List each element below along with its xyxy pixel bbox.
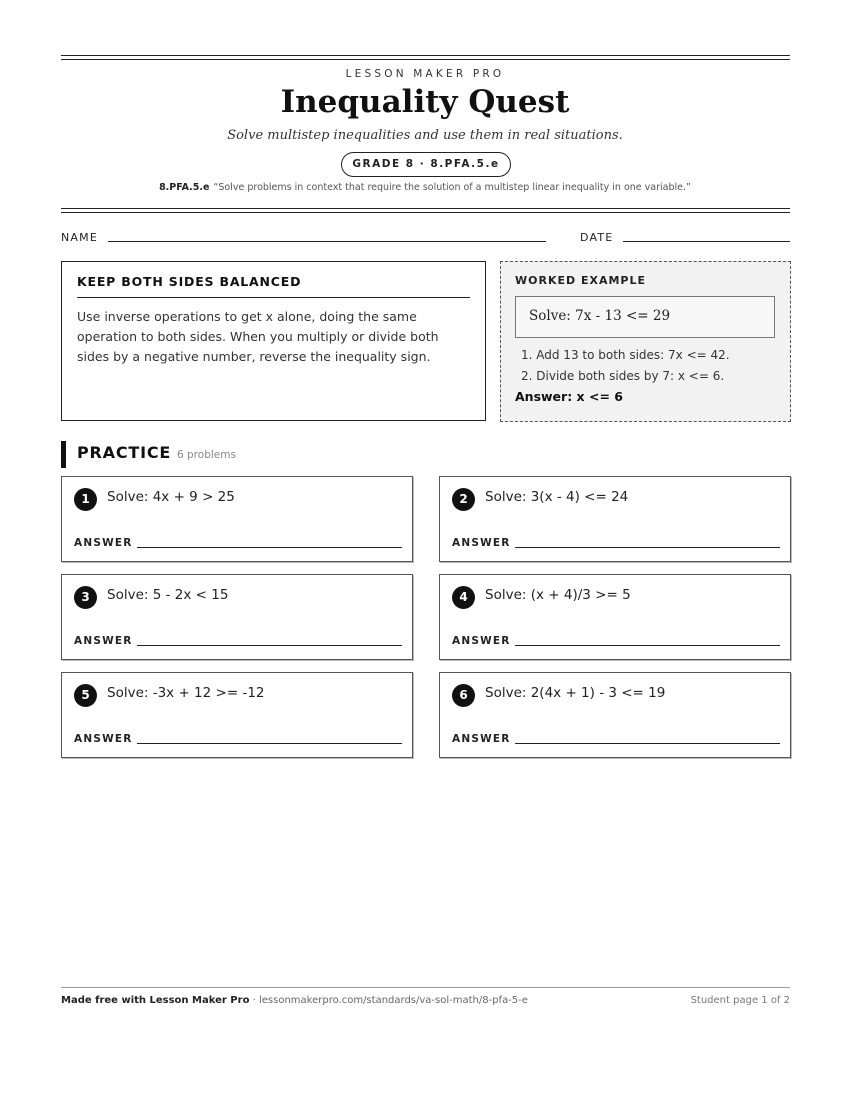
practice-accent-bar: [61, 441, 66, 468]
name-label: NAME: [61, 231, 98, 244]
problem-card: [61, 476, 413, 562]
page-subtitle: Solve multistep inequalities and use them in real situations.: [227, 128, 623, 143]
problem-number: 1: [74, 488, 97, 511]
answer-field[interactable]: [515, 743, 780, 744]
problem-prompt: Solve: 4x + 9 > 25: [107, 489, 235, 505]
footer-made-with: Made free with Lesson Maker Pro: [61, 995, 250, 1006]
problem-number: 2: [452, 488, 475, 511]
footer-rule: [61, 987, 790, 988]
footer-credit: [61, 995, 528, 1006]
standard-code: 8.PFA.5.e: [159, 182, 210, 193]
problem-card: [439, 574, 791, 660]
page-title: Inequality Quest: [280, 84, 570, 120]
standard-description: [0, 182, 850, 193]
problem-prompt: Solve: (x + 4)/3 >= 5: [485, 587, 631, 603]
worked-example-step: 2. Divide both sides by 7: x <= 6.: [521, 369, 725, 383]
footer-url[interactable]: · lessonmakerpro.com/standards/va-sol-math/8-pfa-5-e: [249, 995, 528, 1006]
problem-number: 4: [452, 586, 475, 609]
header-bottom-rule: [61, 208, 790, 213]
answer-label: ANSWER: [74, 537, 133, 549]
answer-field[interactable]: [137, 743, 402, 744]
problem-card: [439, 476, 791, 562]
worked-example-steps: [515, 345, 776, 387]
concept-panel: [61, 261, 486, 421]
concept-heading: KEEP BOTH SIDES BALANCED: [77, 274, 470, 298]
answer-field[interactable]: [137, 547, 402, 548]
answer-label: ANSWER: [452, 733, 511, 745]
problem-prompt: Solve: 2(4x + 1) - 3 <= 19: [485, 685, 666, 701]
header-top-rule: [61, 55, 790, 60]
problem-card: [61, 672, 413, 758]
worked-example-answer: Answer: x <= 6: [515, 389, 623, 404]
answer-label: ANSWER: [74, 635, 133, 647]
date-field[interactable]: [623, 241, 790, 242]
answer-field[interactable]: [137, 645, 402, 646]
grade-badge: GRADE 8 · 8.PFA.5.e: [341, 152, 511, 177]
brand-name: LESSON MAKER PRO: [345, 68, 505, 80]
footer-page-number: Student page 1 of 2: [690, 995, 790, 1006]
problem-card: [61, 574, 413, 660]
problem-number: 6: [452, 684, 475, 707]
answer-field[interactable]: [515, 547, 780, 548]
standard-text: “Solve problems in context that require the solution of a multistep linear inequality in one variable.”: [213, 182, 691, 193]
answer-field[interactable]: [515, 645, 780, 646]
worked-example-heading: WORKED EXAMPLE: [515, 274, 646, 287]
problem-number: 5: [74, 684, 97, 707]
answer-label: ANSWER: [452, 537, 511, 549]
worked-example-problem: Solve: 7x - 13 <= 29: [515, 296, 775, 338]
name-field[interactable]: [108, 241, 546, 242]
concept-body: Use inverse operations to get x alone, doing the same operation to both sides. When you multiply or divide both sides by a negative number, reverse the inequality sign.: [77, 309, 439, 364]
date-label: DATE: [580, 231, 614, 244]
problem-card: [439, 672, 791, 758]
problem-number: 3: [74, 586, 97, 609]
answer-label: ANSWER: [74, 733, 133, 745]
practice-title: PRACTICE: [77, 443, 172, 462]
worked-example-step: 1. Add 13 to both sides: 7x <= 42.: [521, 348, 730, 362]
answer-label: ANSWER: [452, 635, 511, 647]
problem-prompt: Solve: 3(x - 4) <= 24: [485, 489, 629, 505]
problem-prompt: Solve: -3x + 12 >= -12: [107, 685, 265, 701]
problem-prompt: Solve: 5 - 2x < 15: [107, 587, 229, 603]
worked-example-panel: [500, 261, 791, 422]
practice-count: 6 problems: [177, 449, 236, 461]
